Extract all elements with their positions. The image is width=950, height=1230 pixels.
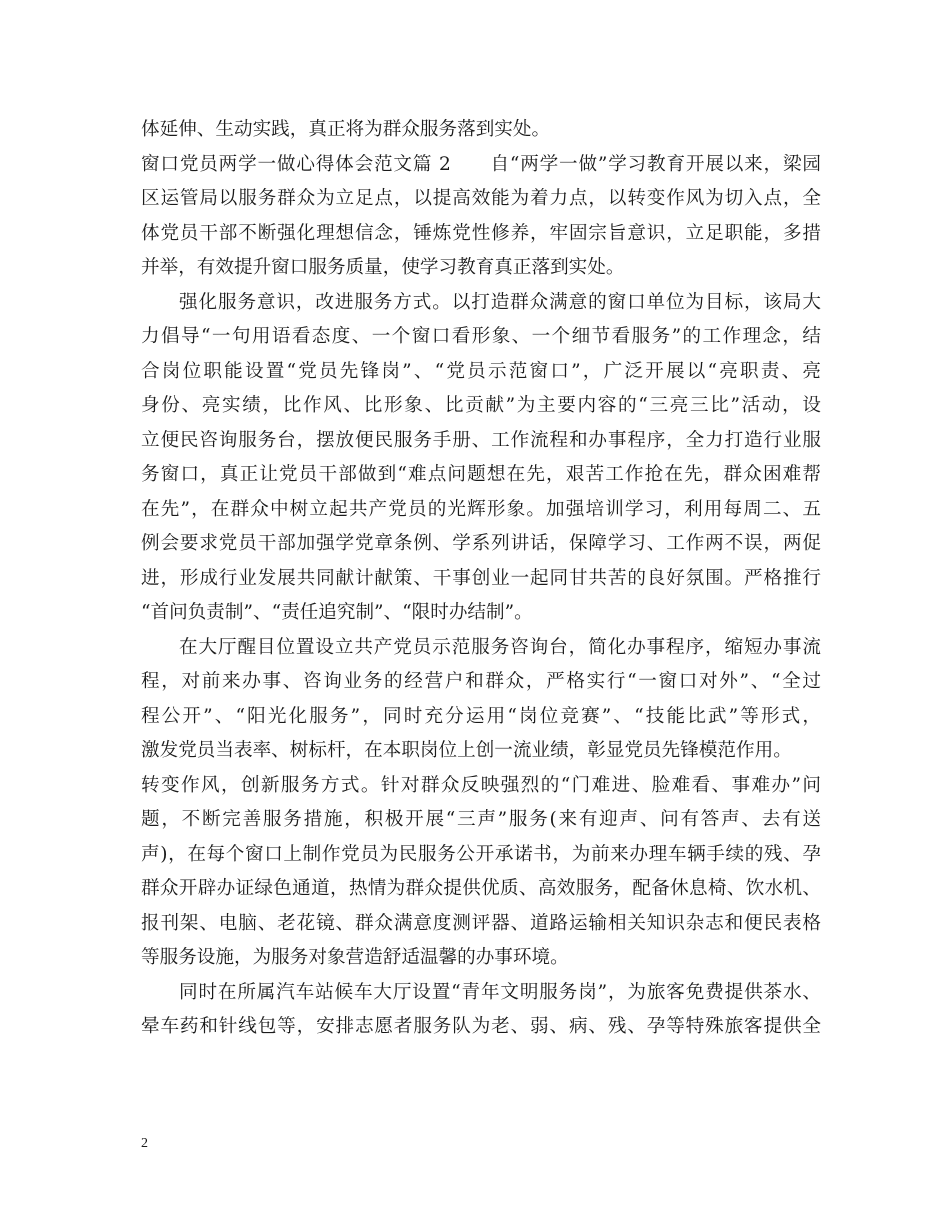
text-line: 等服务设施，为服务对象营造舒适温馨的办事环境。	[141, 947, 569, 968]
text-line: 进，形成行业发展共同献计献策、干事创业一起同甘共苦的良好氛围。严格推行	[141, 567, 821, 589]
text-line: 在大厅醒目位置设立共产党员示范服务咨询台，简化办事程序，缩短办事流	[179, 636, 821, 658]
text-line: 务窗口，真正让党员干部做到“难点问题想在先，艰苦工作抢在先，群众困难帮	[141, 464, 821, 485]
text-line: 例会要求党员干部加强学党章条例、学系列讲话，保障学习、工作两不误，两促	[141, 533, 821, 554]
text-line: 报刊架、电脑、老花镜、群众满意度测评器、道路运输相关知识杂志和便民表格	[141, 912, 821, 934]
text-line: 题，不断完善服务措施，积极开展“三声”服务(来有迎声、问有答声、去有送	[141, 809, 821, 830]
text-line: 声)，在每个窗口上制作党员为民服务公开承诺书，为前来办理车辆手续的残、孕	[141, 843, 821, 865]
text-line: 群众开辟办证绿色通道，热情为群众提供优质、高效服务，配备休息椅、饮水机、	[141, 878, 821, 899]
text-line: 转变作风，创新服务方式。针对群众反映强烈的“门难进、脸难看、事难办”问	[141, 774, 821, 796]
text-line: 体党员干部不断强化理想信念，锤炼党性修养，牢固宗旨意识，立足职能，多措	[141, 222, 821, 244]
text-line: 身份、亮实绩，比作风、比形象、比贡献”为主要内容的“三亮三比”活动，设	[141, 395, 821, 416]
text-line: 程公开”、“阳光化服务”，同时充分运用“岗位竞赛”、“技能比武”等形式，	[141, 705, 821, 727]
text-line: 窗口党员两学一做心得体会范文篇 2 自“两学一做”学习教育开展以来，梁园	[141, 153, 821, 175]
text-line: 强化服务意识，改进服务方式。以打造群众满意的窗口单位为目标，该局大	[179, 291, 821, 313]
text-line: 合岗位职能设置“党员先锋岗”、“党员示范窗口”，广泛开展以“亮职责、亮	[141, 360, 821, 382]
text-line: 激发党员当表率、树标杆，在本职岗位上创一流业绩，彰显党员先锋模范作用。	[141, 740, 792, 761]
text-line: 同时在所属汽车站候车大厅设置“青年文明服务岗”，为旅客免费提供茶水、	[179, 981, 821, 1003]
page-number: 2	[141, 1136, 148, 1151]
text-line: 晕车药和针线包等，安排志愿者服务队为老、弱、病、残、孕等特殊旅客提供全	[141, 1016, 821, 1037]
document-body	[141, 113, 821, 1045]
text-line: “首问负责制”、“责任追究制”、“限时办结制”。	[141, 602, 533, 623]
text-line: 在先”，在群众中树立起共产党员的光辉形象。加强培训学习，利用每周二、五	[141, 498, 821, 520]
text-line: 体延伸、生动实践，真正将为群众服务落到实处。	[141, 119, 551, 140]
text-line: 程，对前来办事、咨询业务的经营户和群众，严格实行“一窗口对外”、“全过	[141, 671, 821, 692]
text-line: 立便民咨询服务台，摆放便民服务手册、工作流程和办事程序，全力打造行业服	[141, 429, 821, 451]
text-line: 并举，有效提升窗口服务质量，使学习教育真正落到实处。	[141, 257, 625, 278]
text-line: 力倡导“一句用语看态度、一个窗口看形象、一个细节看服务”的工作理念，结	[141, 326, 821, 347]
text-line: 区运管局以服务群众为立足点，以提高效能为着力点，以转变作风为切入点，全	[141, 188, 821, 209]
